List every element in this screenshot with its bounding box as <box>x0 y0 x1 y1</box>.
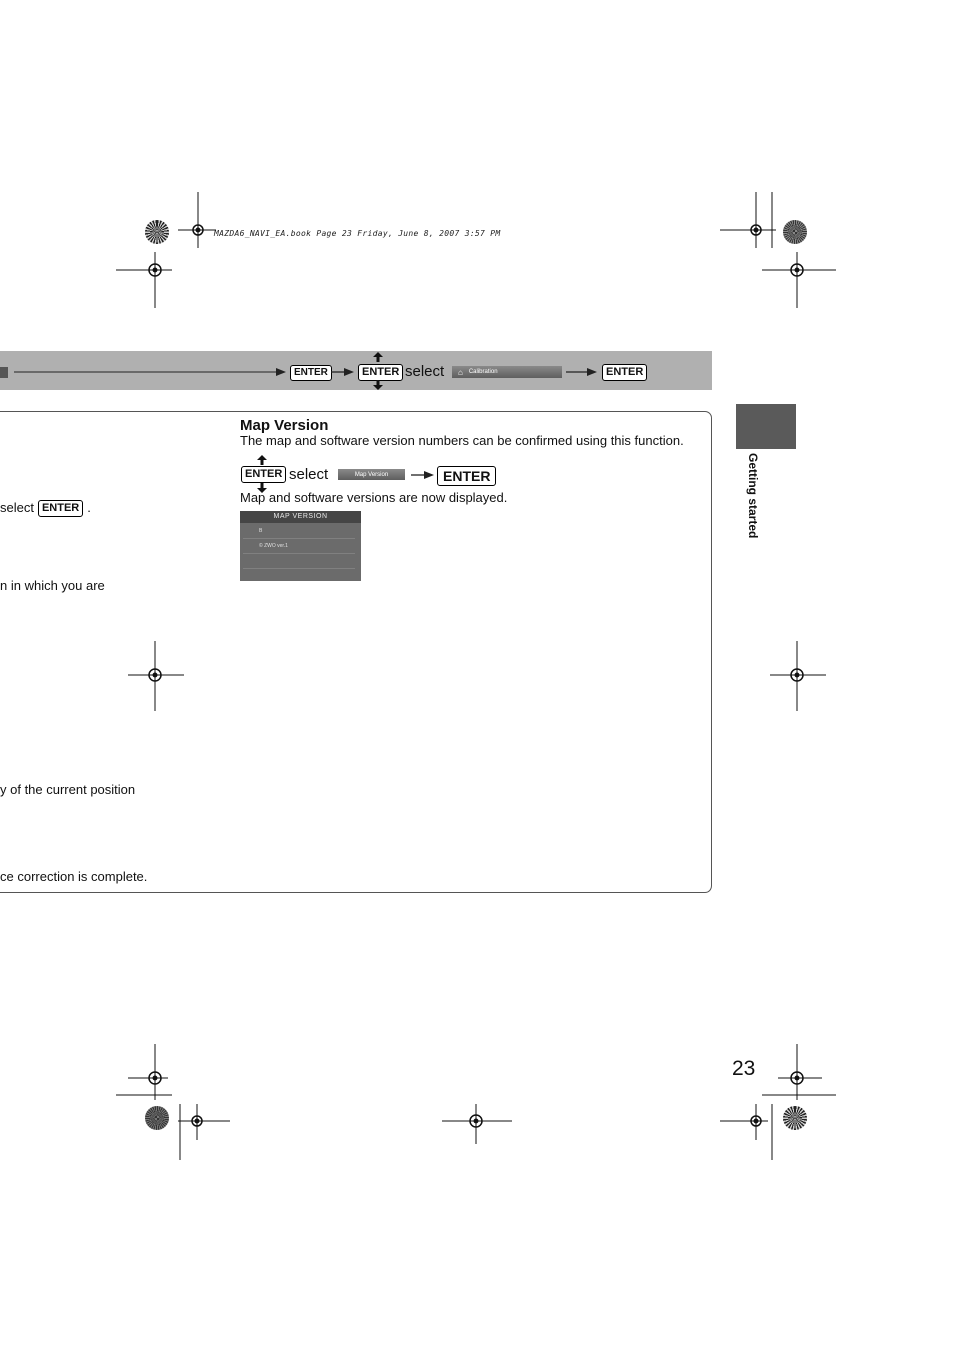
screen-row-2: © ZWO ver.1 <box>243 539 355 554</box>
enter-key-small: ENTER <box>241 466 286 483</box>
left-line-1 <box>0 500 91 517</box>
section-tab <box>736 404 796 449</box>
map-version-description: The map and software version numbers can be confirmed using this function. <box>240 433 684 448</box>
arrow-right-icon <box>566 366 598 378</box>
enter-key-large: ENTER <box>437 466 496 486</box>
left-line-1-text: select <box>0 500 34 516</box>
band-long-arrow <box>14 366 286 378</box>
registration-mark-mid-right <box>770 641 826 711</box>
crop-mark-top-left <box>178 192 234 248</box>
registration-mark-bottom-left <box>116 1044 172 1100</box>
screen-title: MAP VERSION <box>240 511 361 523</box>
joystick-up-icon <box>257 455 267 465</box>
left-line-4: ce correction is complete. <box>0 869 148 884</box>
starburst-mark-top-left <box>145 220 169 244</box>
print-info-header: MAZDA6_NAVI_EA.book Page 23 Friday, June 8, 2007 3:57 PM <box>214 229 501 238</box>
band-left-marker <box>0 367 8 378</box>
crop-mark-bottom-right <box>720 1104 776 1160</box>
band-select-text: select <box>405 363 445 380</box>
section-tab-label: Getting started <box>746 453 760 539</box>
arrow-right-icon <box>411 469 435 481</box>
left-line-2: n in which you are <box>0 578 105 593</box>
left-line-1-end: . <box>87 500 91 516</box>
map-version-result: Map and software versions are now displayed. <box>240 490 508 505</box>
arrow-right-icon <box>331 366 355 378</box>
map-version-screenshot <box>240 511 361 581</box>
crop-mark-top-right <box>720 192 776 248</box>
crop-mark-bottom-left <box>178 1104 234 1160</box>
map-version-menu-item <box>338 469 405 480</box>
enter-key-inline: ENTER <box>38 500 83 517</box>
left-line-3: y of the current position <box>0 782 136 797</box>
enter-key-3: ENTER <box>602 364 647 381</box>
home-icon: ⌂ <box>458 367 463 377</box>
map-version-menu-label: Map Version <box>354 471 389 478</box>
map-version-heading: Map Version <box>240 417 329 434</box>
screen-row-1: B <box>243 524 355 539</box>
starburst-mark-bottom-left <box>145 1106 169 1130</box>
starburst-mark-bottom-right <box>783 1106 807 1130</box>
content-panel <box>0 411 712 893</box>
screen-row-3 <box>243 554 355 569</box>
calibration-menu-item <box>452 366 562 378</box>
registration-mark-top-left <box>116 252 172 308</box>
joystick-up-icon <box>373 352 383 362</box>
registration-mark-top-right <box>762 252 836 308</box>
enter-key-2: ENTER <box>358 364 403 381</box>
calibration-label: Calibration <box>468 369 498 375</box>
page-number: 23 <box>732 1057 756 1080</box>
starburst-mark-top-right <box>783 220 807 244</box>
registration-mark-bottom-right <box>762 1044 836 1100</box>
registration-mark-bottom-center <box>442 1104 512 1144</box>
map-version-select-text: select <box>289 466 329 483</box>
joystick-down-icon <box>373 380 383 390</box>
enter-key-1: ENTER <box>290 365 332 381</box>
